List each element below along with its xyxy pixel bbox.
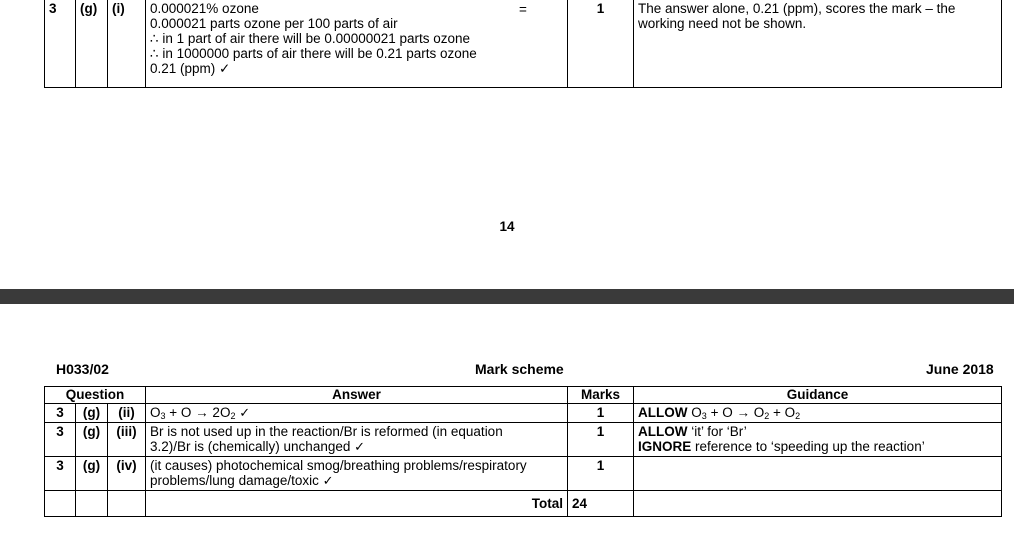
question-subpart: (iii) [108,423,146,457]
answer-line: 0.000021 parts ozone per 100 parts of air [150,16,398,31]
subscript: 3 [160,411,166,421]
empty-cell [76,491,108,517]
guidance-cell [634,457,1002,491]
question-subpart: (ii) [108,404,146,423]
empty-cell [45,491,76,517]
question-subpart: (i) [108,0,146,88]
exam-date: June 2018 [926,361,994,377]
guidance-cell [634,404,1002,423]
answer-line: Br is not used up in the reaction/Br is reformed (in equation [150,424,503,439]
total-value: 24 [568,491,634,517]
table-row [45,423,1002,457]
tick-mark: ✓ [322,474,334,489]
question-part: (g) [76,404,108,423]
tick-mark: ✓ [239,406,251,421]
total-row [45,491,1002,517]
equation-text: + O → 2O [165,405,231,420]
mark-scheme-table [44,386,1002,517]
equation-text: O [691,405,702,420]
total-label: Total [146,491,568,517]
table-row [45,404,1002,423]
answer-line: ∴ in 1 part of air there will be 0.00000021 parts ozone [150,31,471,46]
page-title: Mark scheme [475,361,564,377]
paper-code: H033/02 [56,361,109,377]
answer-line: 3.2)/Br is (chemically) unchanged [150,439,351,454]
equation-text: + O → O [706,405,765,420]
column-header-question: Question [45,387,146,404]
answer-cell [146,404,568,423]
subscript: 3 [701,411,707,421]
page-number: 14 [499,219,515,234]
marks-cell: 1 [568,0,634,88]
ignore-text: reference to ‘speeding up the reaction’ [695,439,925,454]
page-divider [0,289,1014,304]
column-header-answer: Answer [146,387,568,404]
marks-cell: 1 [568,404,634,423]
table-header-row [45,387,1002,404]
question-subpart: (iv) [108,457,146,491]
tick-mark: ✓ [354,440,366,455]
equals-sign: = [519,2,527,17]
question-part: (g) [76,0,108,88]
answer-line: problems/lung damage/toxic [150,473,319,488]
answer-line: 0.000021% ozone [150,1,259,16]
guidance-cell [634,423,1002,457]
subscript: 2 [764,411,770,421]
table-row [45,0,1002,88]
allow-label: ALLOW [638,424,688,439]
answer-cell [146,0,568,88]
equation-text: O [150,405,161,420]
answer-cell [146,423,568,457]
ignore-label: IGNORE [638,439,692,454]
answer-line: 0.21 (ppm) ✓ [150,61,231,76]
equation-text: + O [769,405,796,420]
question-part: (g) [76,457,108,491]
answer-cell [146,457,568,491]
allow-label: ALLOW [638,405,688,420]
empty-cell [634,491,1002,517]
allow-text: ‘it’ for ‘Br’ [691,424,747,439]
question-number: 3 [45,457,76,491]
marks-cell: 1 [568,457,634,491]
question-number: 3 [45,404,76,423]
empty-cell [108,491,146,517]
previous-page-mark-table [44,0,1002,88]
question-number: 3 [45,0,76,88]
marks-cell: 1 [568,423,634,457]
table-row [45,457,1002,491]
guidance-cell: The answer alone, 0.21 (ppm), scores the mark – the working need not be shown. [634,0,1002,88]
column-header-marks: Marks [568,387,634,404]
subscript: 2 [230,411,236,421]
question-part: (g) [76,423,108,457]
column-header-guidance: Guidance [634,387,1002,404]
question-number: 3 [45,423,76,457]
subscript: 2 [795,411,801,421]
answer-line: ∴ in 1000000 parts of air there will be 0.21 parts ozone [150,46,477,61]
answer-line: (it causes) photochemical smog/breathing problems/respiratory [150,458,527,473]
